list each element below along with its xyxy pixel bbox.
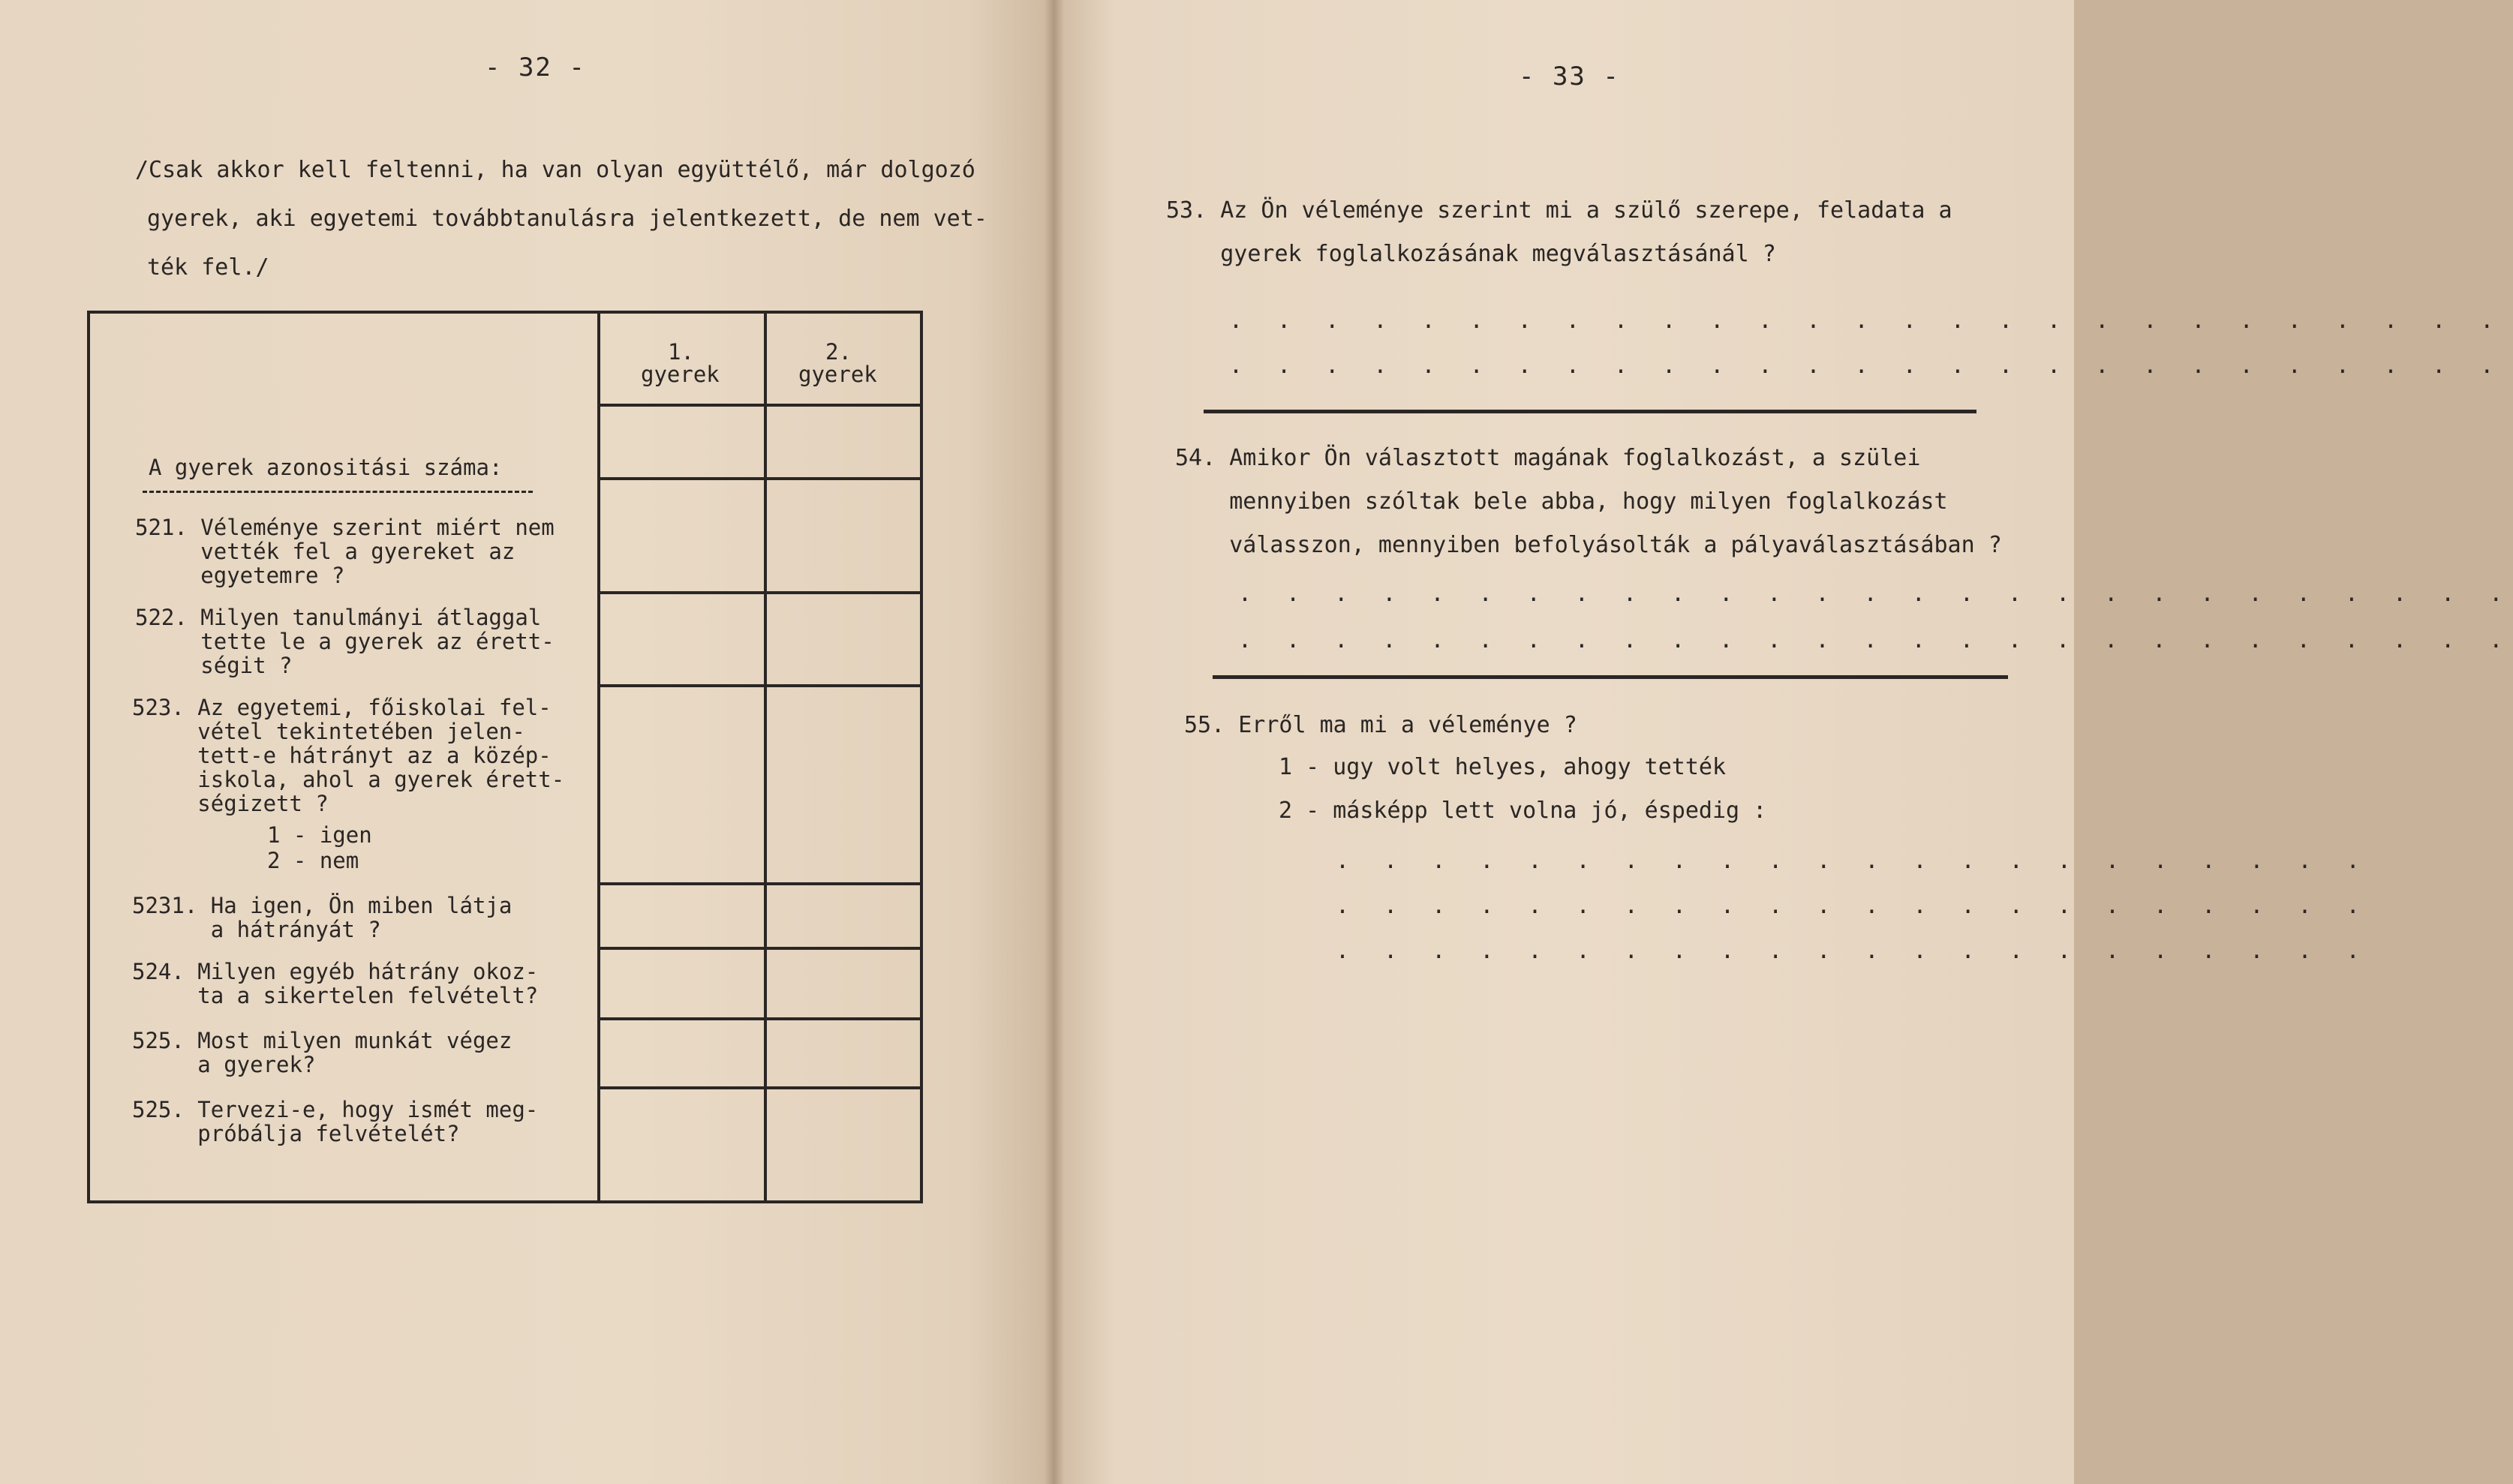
- q521-line-2: vették fel a gyereket az: [135, 539, 516, 564]
- q55-option-2: 2 - másképp lett volna jó, éspedig :: [1279, 798, 1767, 824]
- row-line: [597, 684, 923, 687]
- row-line: [597, 591, 923, 594]
- answer-cell-id-1[interactable]: [602, 408, 762, 476]
- right-page: [1054, 0, 2513, 1484]
- q522-line-1: 522. Milyen tanulmányi átlaggal: [135, 605, 542, 630]
- book-gutter: [1045, 0, 1064, 1484]
- q54-divider: [1213, 675, 2008, 679]
- q523-line-3: tett-e hátrányt az a közép-: [132, 743, 552, 768]
- intro-line-1: /Csak akkor kell feltenni, ha van olyan együttélő, már dolgozó: [135, 157, 975, 183]
- q54-line-3: válasszon, mennyiben befolyásolták a pályaválasztásában ?: [1175, 532, 2002, 558]
- answer-cell-id-2[interactable]: [768, 408, 921, 476]
- q525b-line-1: 525. Tervezi-e, hogy ismét meg-: [132, 1097, 539, 1122]
- q54-answer-dots-1[interactable]: . . . . . . . . . . . . . . . . . . . . . . . . . . .: [1238, 581, 2513, 607]
- col-header-1-label: gyerek: [641, 362, 720, 387]
- intro-line-3: ték fel./: [147, 254, 269, 281]
- id-label: A gyerek azonositási száma:: [149, 455, 503, 480]
- q53-answer-dots-2[interactable]: . . . . . . . . . . . . . . . . . . . . . . . . . . .: [1229, 353, 2505, 379]
- q525a-line-1: 525. Most milyen munkát végez: [132, 1028, 513, 1053]
- q55-option-1: 1 - ugy volt helyes, ahogy tették: [1279, 754, 1727, 780]
- q53-line-2: gyerek foglalkozásának megválasztásánál ?: [1166, 241, 1776, 267]
- q53-line-1: 53. Az Ön véleménye szerint mi a szülő szerepe, feladata a: [1166, 197, 1952, 224]
- row-line: [597, 882, 923, 885]
- q53-answer-dots-1[interactable]: . . . . . . . . . . . . . . . . . . . . . . . . . . .: [1229, 308, 2505, 334]
- page-number-right: - 33 -: [1519, 62, 1620, 92]
- q524-line-2: ta a sikertelen felvételt?: [132, 983, 539, 1008]
- q54-line-1: 54. Amikor Ön választott magának foglalkozást, a szülei: [1175, 445, 1921, 471]
- q525b-line-2: próbálja felvételét?: [132, 1121, 460, 1146]
- row-line: [597, 947, 923, 950]
- left-page: [0, 0, 1054, 1484]
- q523-option-2: 2 - nem: [267, 848, 359, 873]
- q522-line-2: tette le a gyerek az érett-: [135, 629, 555, 654]
- q55-answer-dots-2[interactable]: . . . . . . . . . . . . . . . . . . . . . .: [1336, 893, 2370, 919]
- form-table: [87, 311, 923, 1203]
- col-divider-1: [597, 314, 600, 1203]
- id-dashed-underline: [143, 491, 533, 493]
- q521-line-1: 521. Véleménye szerint miért nem: [135, 515, 555, 540]
- q55-answer-dots-3[interactable]: . . . . . . . . . . . . . . . . . . . . . .: [1336, 938, 2370, 964]
- row-line: [597, 477, 923, 480]
- q525a-line-2: a gyerek?: [132, 1052, 316, 1077]
- q54-answer-dots-2[interactable]: . . . . . . . . . . . . . . . . . . . . . . . . . . .: [1238, 627, 2513, 653]
- q5231-line-2: a hátrányát ?: [132, 917, 381, 942]
- col-divider-2: [764, 314, 767, 1203]
- q524-line-1: 524. Milyen egyéb hátrány okoz-: [132, 959, 539, 984]
- q523-line-5: ségizett ?: [132, 791, 329, 816]
- col-header-1-num: 1.: [668, 339, 694, 365]
- row-line: [597, 1017, 923, 1020]
- intro-line-2: gyerek, aki egyetemi továbbtanulásra jelentkezett, de nem vet-: [147, 206, 987, 232]
- row-line: [597, 404, 923, 407]
- col-header-2-num: 2.: [825, 339, 852, 365]
- q55-answer-dots-1[interactable]: . . . . . . . . . . . . . . . . . . . . . .: [1336, 848, 2370, 874]
- q522-line-3: ségit ?: [135, 653, 293, 678]
- q55-title: 55. Erről ma mi a véleménye ?: [1184, 712, 1577, 738]
- q53-divider: [1204, 410, 1976, 413]
- page-number-left: - 32 -: [485, 53, 586, 83]
- col-header-2-label: gyerek: [798, 362, 877, 387]
- q523-line-2: vétel tekintetében jelen-: [132, 719, 525, 744]
- q523-option-1: 1 - igen: [267, 822, 372, 848]
- q521-line-3: egyetemre ?: [135, 563, 345, 588]
- q5231-line-1: 5231. Ha igen, Ön miben látja: [132, 893, 513, 918]
- q523-line-1: 523. Az egyetemi, főiskolai fel-: [132, 695, 552, 720]
- row-line: [597, 1086, 923, 1089]
- q523-line-4: iskola, ahol a gyerek érett-: [132, 767, 565, 792]
- q54-line-2: mennyiben szóltak bele abba, hogy milyen foglalkozást: [1175, 488, 1948, 515]
